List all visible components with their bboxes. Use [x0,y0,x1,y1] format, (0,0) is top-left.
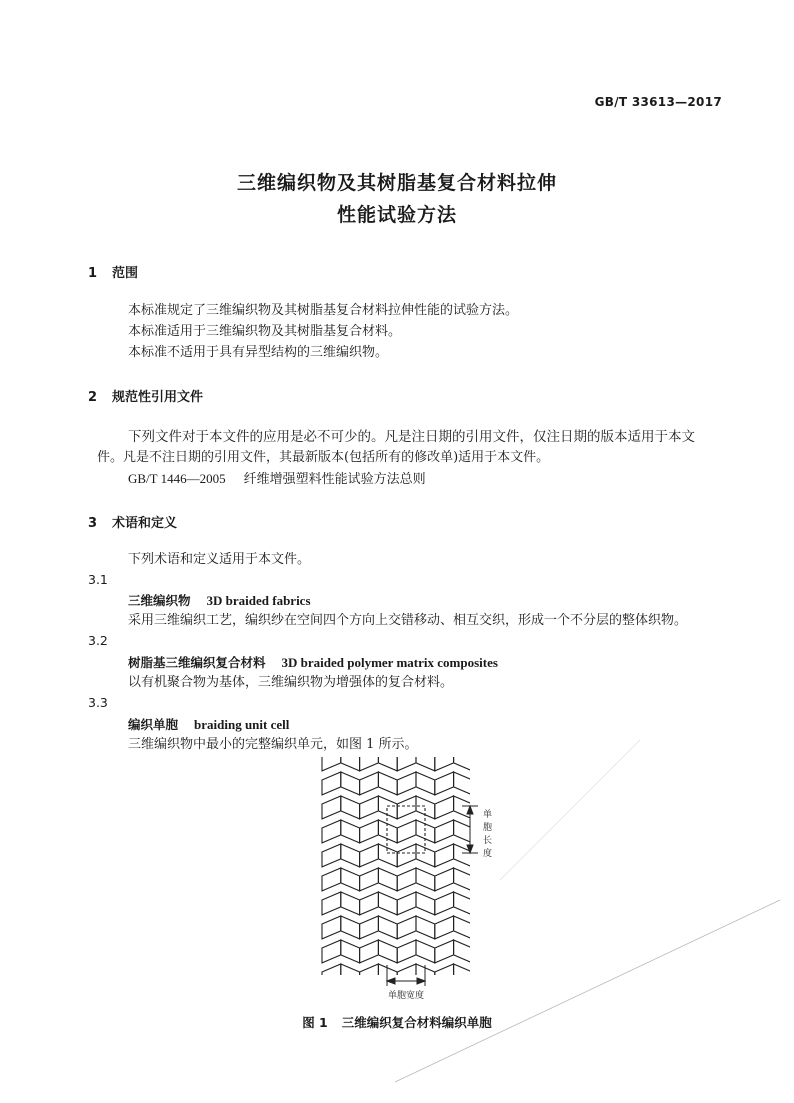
term-english: 3D braided fabrics [206,593,311,608]
yarn-segment [322,868,341,891]
section-number: 2 [88,390,98,405]
yarn-segment [435,940,454,963]
yarn-segment [454,988,473,1011]
yarn-segment [454,892,473,915]
yarn-segment [378,940,397,963]
yarn-segment [416,868,435,891]
yarn-segment [322,988,341,1011]
yarn-segment [360,988,379,1011]
section-title: 术语和定义 [112,516,178,531]
yarn-segment [397,916,416,939]
clause-number: 3.3 [88,695,108,710]
yarn-segment [341,916,360,939]
yarn-segment [360,916,379,939]
term-english: 3D braided polymer matrix composites [281,655,498,670]
yarn-segment [341,940,360,963]
yarn-segment [435,748,454,771]
term-chinese: 三维编织物 [128,593,191,608]
scan-artifact-line [500,740,640,880]
reference-title: 纤维增强塑料性能试验方法总则 [243,472,426,487]
yarn-segment [397,796,416,819]
figure-title: 三维编织复合材料编织单胞 [341,1015,492,1030]
yarn-segment [454,964,473,987]
yarn-segment [341,820,360,843]
length-label-char: 长 [483,836,493,846]
yarn-segment [360,892,379,915]
yarn-segment [360,940,379,963]
yarn-segment [454,772,473,795]
yarn-segment [454,940,473,963]
yarn-segment [341,988,360,1011]
length-label-char: 胞 [483,823,493,833]
yarn-segment [378,772,397,795]
length-label-char: 单 [483,810,493,820]
yarn-segment [360,868,379,891]
figure-caption [0,1013,794,1031]
yarn-segment [435,964,454,987]
yarn-segment [397,748,416,771]
yarn-segment [416,748,435,771]
yarn-segment [378,892,397,915]
document-title-line-1: 三维编织物及其树脂基复合材料拉伸 [236,172,557,194]
section-number: 1 [88,266,98,281]
term-english: braiding unit cell [194,717,290,732]
yarn-segment [378,748,397,771]
reference-code: GB/T 1446—2005 [128,471,226,486]
references-intro-line-1: 下列文件对于本文件的应用是必不可少的。凡是注日期的引用文件，仅注日期的版本适用于本文 [128,429,695,445]
braided-fabric-pattern [322,748,472,1011]
yarn-segment [341,844,360,867]
yarn-segment [435,844,454,867]
scope-paragraph-2: 本标准适用于三维编织物及其树脂基复合材料。 [128,324,402,339]
yarn-segment [397,964,416,987]
yarn-segment [322,844,341,867]
yarn-segment [378,868,397,891]
yarn-segment [416,916,435,939]
yarn-segment [435,820,454,843]
clause-number: 3.1 [88,572,108,587]
yarn-segment [341,796,360,819]
term-chinese: 编织单胞 [128,717,179,732]
term-chinese: 树脂基三维编织复合材料 [128,655,266,670]
yarn-segment [341,772,360,795]
yarn-segment [322,892,341,915]
yarn-segment [435,916,454,939]
yarn-segment [360,964,379,987]
width-label: 单胞宽度 [387,991,425,1001]
yarn-segment [397,820,416,843]
yarn-segment [416,940,435,963]
yarn-segment [360,748,379,771]
unit-cell-length-dimension [462,806,478,853]
term-definition: 采用三维编织工艺，编织纱在空间四个方向上交错移动、相互交织，形成一个不分层的整体织物。 [128,613,688,628]
yarn-segment [454,748,473,771]
section-number: 3 [88,516,98,531]
yarn-segment [397,772,416,795]
scan-artifact-line [395,900,780,1082]
yarn-segment [341,748,360,771]
yarn-segment [378,916,397,939]
yarn-segment [454,868,473,891]
yarn-segment [416,844,435,867]
yarn-segment [341,892,360,915]
yarn-segment [378,796,397,819]
figure-number: 图 1 [302,1015,328,1030]
section-title: 规范性引用文件 [112,390,204,405]
yarn-segment [397,940,416,963]
references-intro-line-2: 件。凡是不注日期的引用文件，其最新版本(包括所有的修改单)适用于本文件。 [97,450,550,465]
yarn-segment [360,820,379,843]
yarn-segment [322,916,341,939]
section-title: 范围 [112,266,139,281]
yarn-segment [322,772,341,795]
yarn-segment [454,916,473,939]
scope-paragraph-3: 本标准不适用于具有异型结构的三维编织物。 [128,345,389,360]
yarn-segment [322,940,341,963]
yarn-segment [378,820,397,843]
terms-intro: 下列术语和定义适用于本文件。 [128,552,311,567]
yarn-segment [435,988,454,1011]
yarn-segment [416,892,435,915]
yarn-segment [397,892,416,915]
clause-number: 3.2 [88,633,108,648]
length-label-char: 度 [483,849,493,859]
term-definition: 三维编织物中最小的完整编织单元，如图 1 所示。 [128,737,418,752]
standard-number: GB/T 33613—2017 [594,95,722,109]
yarn-segment [435,868,454,891]
yarn-segment [322,820,341,843]
yarn-segment [360,844,379,867]
yarn-segment [322,796,341,819]
yarn-segment [341,868,360,891]
yarn-segment [378,844,397,867]
term-definition: 以有机聚合物为基体，三维编织物为增强体的复合材料。 [128,675,454,690]
scope-paragraph-1: 本标准规定了三维编织物及其树脂基复合材料拉伸性能的试验方法。 [128,303,519,318]
yarn-segment [360,796,379,819]
document-title-line-2: 性能试验方法 [336,204,457,226]
yarn-segment [435,892,454,915]
yarn-segment [435,772,454,795]
yarn-segment [397,844,416,867]
yarn-segment [397,868,416,891]
yarn-segment [360,772,379,795]
yarn-segment [322,748,341,771]
yarn-segment [435,796,454,819]
yarn-segment [341,964,360,987]
yarn-segment [416,772,435,795]
yarn-segment [322,964,341,987]
